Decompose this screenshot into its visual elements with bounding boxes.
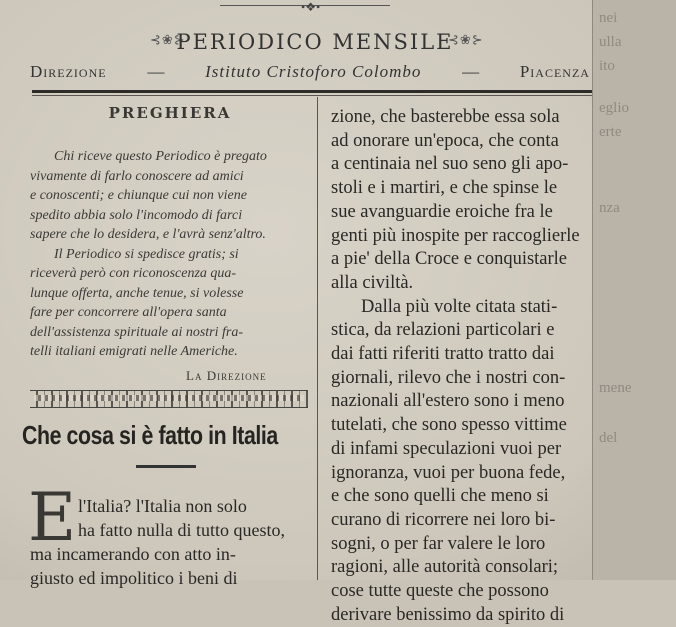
top-ornament-icon: •❖• <box>301 0 321 14</box>
article-line: tutelati, che sono spesso vittime <box>331 415 567 436</box>
article-right-column <box>331 106 591 627</box>
article-line: Dalla più volte citata stati- <box>361 296 558 317</box>
article-line: cose tutte queste che possono <box>331 581 549 602</box>
left-ornament-icon: ⊰❀⊱ <box>150 32 186 47</box>
article-line: giornali, rilevo che i nostri con- <box>331 367 566 388</box>
article-line: giusto ed impolitico i beni di <box>30 568 238 588</box>
headline-underline <box>136 465 196 468</box>
article-line: stoli e i martiri, e che spinse le <box>331 178 558 199</box>
notice-signature: La Direzione <box>186 368 267 383</box>
notice-line: telli italiani emigrati nelle Americhe. <box>30 344 238 359</box>
preghiera-notice <box>30 147 312 362</box>
notice-line: dell'assistenza spirituale ai nostri fra- <box>30 324 244 340</box>
istituto-name: Istituto Cristoforo Colombo <box>205 62 422 81</box>
article-line: curano di ricorrere nei loro bi- <box>331 509 556 530</box>
article-line: genti più inospite per raccoglierle <box>331 225 580 246</box>
notice-line: Il Periodico si spedisce gratis; si <box>54 246 239 262</box>
article-line: zione, che basterebbe essa sola <box>331 107 560 127</box>
direzione-line <box>30 62 590 82</box>
article-line: ignoranza, vuoi per buona fede, <box>331 462 566 483</box>
notice-line: Chi riceve questo Periodico è pregato <box>54 149 267 164</box>
column-divider <box>317 97 318 580</box>
notice-line: spedito abbia solo l'incomodo di farci <box>30 207 243 223</box>
article-line: a centinaia nel suo seno gli apo- <box>331 154 569 175</box>
decorative-border-pattern <box>34 395 304 401</box>
city-name: Piacenza <box>519 62 590 81</box>
article-line: ad onorare un'epoca, che conta <box>331 130 559 151</box>
notice-line: vivamente di farlo conoscere ad amici <box>30 168 244 184</box>
article-line: di infami speculazioni vuoi per <box>331 438 562 459</box>
article-line: e che sono quelli che meno si <box>331 486 549 507</box>
header-rule-thick <box>32 90 592 93</box>
separator-dash: — <box>462 62 480 81</box>
preghiera-title: PREGHIERA <box>108 104 232 122</box>
separator-dash: — <box>147 62 165 81</box>
article-line: dai fatti riferiti tratto tratto dai <box>331 344 555 365</box>
article-line: stica, da relazioni particolari e <box>331 320 555 341</box>
notice-line: sapere che lo desidera, e l'avrà senz'altro. <box>30 227 266 242</box>
masthead-title: PERIODICO MENSILE <box>176 30 454 54</box>
right-ornament-icon: ⊰❀⊱ <box>448 32 484 47</box>
article-line: l'Italia? l'Italia non solo <box>78 496 247 516</box>
article-line: ma incamerando con atto in- <box>30 544 236 564</box>
article-line: sue avanguardie eroiche fra le <box>331 201 553 222</box>
article-headline: Che cosa si è fatto in Italia <box>22 420 278 450</box>
header-rule-thin <box>32 95 592 96</box>
drop-cap: E <box>28 479 77 556</box>
notice-line: fare per concorrere all'opera santa <box>30 305 227 320</box>
notice-line: e conoscenti; e chiunque cui non viene <box>30 188 247 203</box>
masthead <box>150 30 480 54</box>
direzione-label: Direzione <box>30 62 107 81</box>
article-line: nazionali all'estero sono i meno <box>331 391 565 412</box>
article-line: alla civiltà. <box>331 272 414 293</box>
article-line: ha fatto nulla di tutto questo, <box>78 520 285 540</box>
article-line: ragioni, alle autorità consolari; <box>331 557 559 578</box>
article-line: derivare benissimo da spirito di <box>331 604 565 625</box>
article-line: a pie' della Croce e conquistarle <box>331 249 568 270</box>
article-line: sogni, o per far valere le loro <box>331 533 546 554</box>
adjacent-page-edge: nei ulla ito eglio erte nza mene del <box>592 0 676 580</box>
notice-line: lunque offerta, anche tenue, si volesse <box>30 285 244 301</box>
article-left-column <box>30 494 310 590</box>
notice-line: riceverà però con riconoscenza qua- <box>30 266 237 281</box>
